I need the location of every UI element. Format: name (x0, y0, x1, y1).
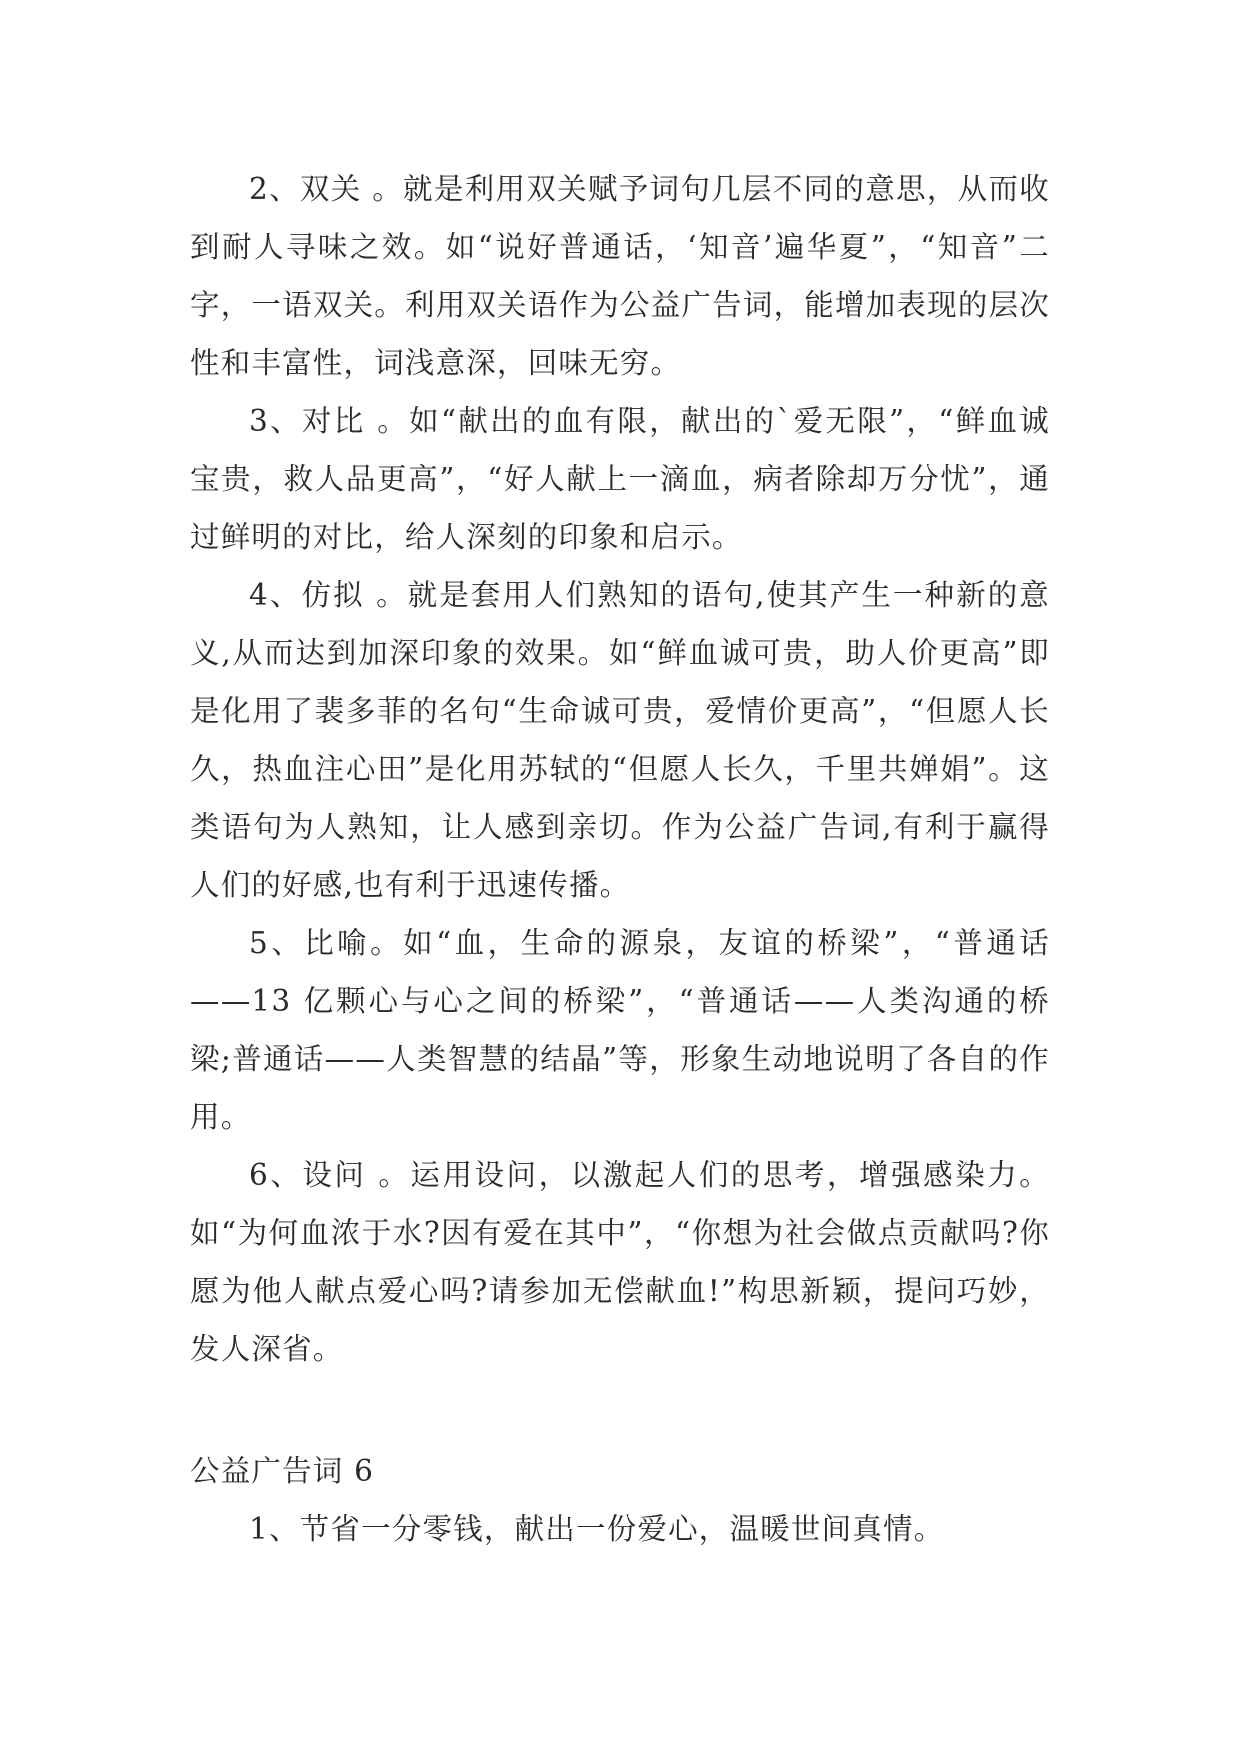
paragraph-pun: 2、双关 。就是利用双关赋予词句几层不同的意思，从而收到耐人寻味之效。如“说好普通话，‘知音’遍华夏”，“知音”二字，一语双关。利用双关语作为公益广告词，能增加表现的层次性和丰富性，词浅意深，回味无穷。 (190, 172, 1050, 380)
paragraph-metaphor: 5、比喻。如“血，生命的源泉，友谊的桥梁”，“普通话——13 亿颗心与心之间的桥梁”，“普通话——人类沟通的桥梁;普通话——人类智慧的结晶”等，形象生动地说明了各自的作用。 (190, 926, 1050, 1134)
section-paragraph: 1、节省一分零钱，献出一份爱心，温暖世间真情。 (249, 1512, 945, 1546)
paragraph-rhetorical-question: 6、设问 。运用设问，以激起人们的思考，增强感染力。如“为何血浓于水?因有爱在其中”，“你想为社会做点贡献吗?你愿为他人献点爱心吗?请参加无偿献血!”构思新颖，提问巧妙，发人深省。 (190, 1158, 1050, 1366)
document-body (190, 160, 1050, 1558)
section-title: 公益广告词 6 (190, 1454, 375, 1488)
paragraph-contrast: 3、对比 。如“献出的血有限，献出的`爱无限”，“鲜血诚宝贵，救人品更高”，“好人献上一滴血，病者除却万分忧”，通过鲜明的对比，给人深刻的印象和启示。 (190, 404, 1050, 554)
paragraph-parody: 4、仿拟 。就是套用人们熟知的语句,使其产生一种新的意义,从而达到加深印象的效果。如“鲜血诚可贵，助人价更高”即是化用了裴多菲的名句“生命诚可贵，爱情价更高”，“但愿人长久，热血注心田”是化用苏轼的“但愿人长久，千里共婵娟”。这类语句为人熟知，让人感到亲切。作为公益广告词,有利于赢得人们的好感,也有利于迅速传播。 (190, 578, 1050, 902)
